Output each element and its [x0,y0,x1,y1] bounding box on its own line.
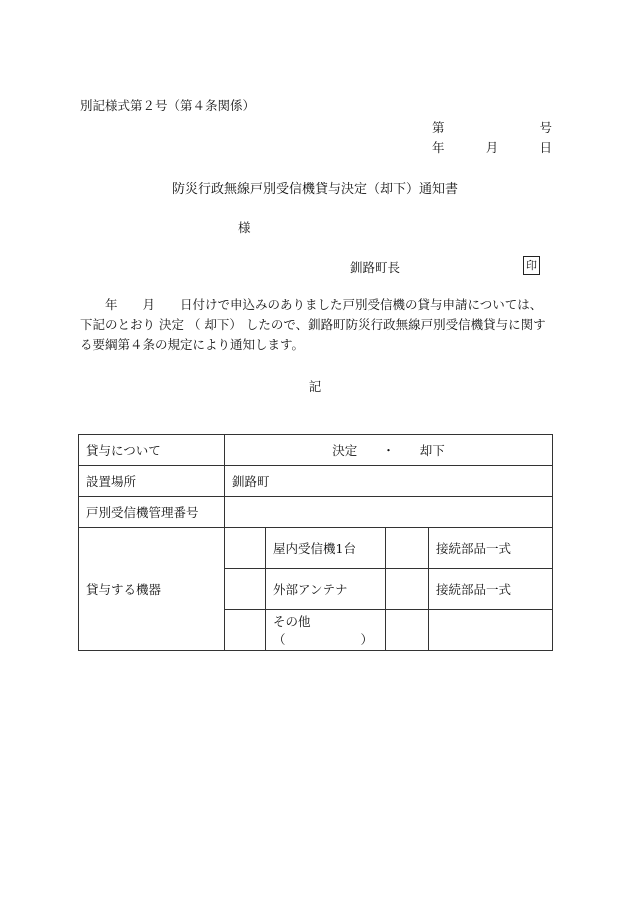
loan-table [78,434,553,651]
date-year: 年 [432,140,445,155]
row-label-equipment: 貸与する機器 [79,528,225,651]
equipment-parts: 接続部品一式 [429,528,553,569]
number-prefix: 第 [432,120,445,135]
check-cell [386,569,429,610]
location-value: 釧路町 [225,466,553,497]
check-cell [225,610,266,651]
sender-name: 釧路町長 [350,260,401,275]
body-text: 年 月 日付けで申込みのありました戸別受信機の貸与申請については、下記のとおり 決定 （ 却下） したので、釧路町防災行政無線戸別受信機貸与に関する要綱第４条の規定により通知します。 [80,297,546,352]
form-label: 別記様式第２号（第４条関係） [80,98,256,113]
equipment-item-other [266,610,386,651]
table-row [79,435,553,466]
equipment-parts-empty [429,610,553,651]
check-cell [386,528,429,569]
table-row [79,497,553,528]
equipment-item: 外部アンテナ [266,569,386,610]
row-label-management-number: 戸別受信機管理番号 [79,497,225,528]
check-cell [225,569,266,610]
check-cell [225,528,266,569]
table-row [79,466,553,497]
other-parentheses: （ ） [273,632,374,647]
loan-decision-value: 決定 ・ 却下 [225,435,553,466]
recipient-suffix: 様 [238,220,251,235]
number-suffix: 号 [539,120,552,135]
check-cell [386,610,429,651]
table-row [79,528,553,569]
date-month: 月 [485,140,499,155]
document-title: 防災行政無線戸別受信機貸与決定（却下）通知書 [171,182,458,197]
management-number-value [225,497,553,528]
row-label-loan: 貸与について [79,435,225,466]
document-number-line [432,118,552,136]
document-date-line [432,138,552,156]
equipment-item: 屋内受信機1台 [266,528,386,569]
row-label-location: 設置場所 [79,466,225,497]
equipment-parts: 接続部品一式 [429,569,553,610]
ki-heading: 記 [308,379,322,394]
date-day: 日 [539,140,552,155]
other-label: その他 [273,614,311,629]
seal-mark: 印 [523,256,540,275]
